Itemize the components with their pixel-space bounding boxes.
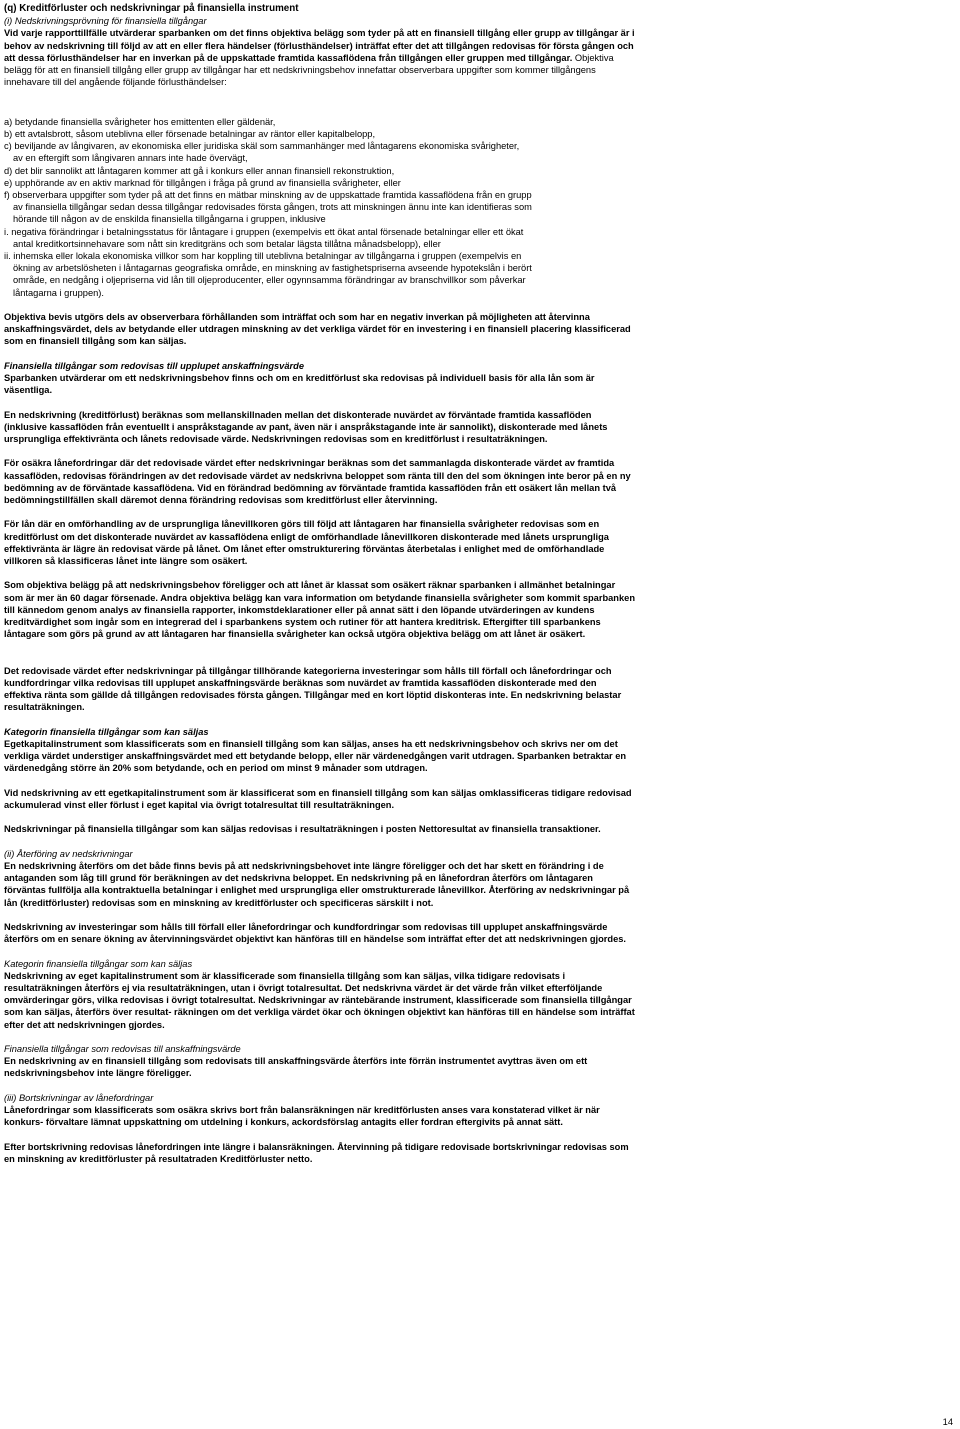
heading-amortised-cost: Finansiella tillgångar som redovisas till upplupet anskaffningsvärde <box>4 360 304 371</box>
list-item-b: b) ett avtalsbrott, såsom uteblivna eller försenade betalningar av räntor eller kapitalbelopp, <box>4 129 376 140</box>
paragraph-doubtful-loans: För osäkra lånefordringar där det redovisade värdet efter nedskrivningar beräknas som det sammanlagda diskonterade värdet av framtida kassaflöden, redovisas förändringen av det redovisade värdet av nedskrivna beloppet som ränta till den del som ökningen inte beror på en ny bedömning av de förväntade kassaflödena. Vid en förändrad bedömning av förväntade framtida kassaflöden från ett osäkert lån mellan två bedömningstillfällen skall däremot denna förändring redovisas som kreditförlust eller återvinning. <box>4 458 631 506</box>
paragraph-available-for-sale-2: Nedskrivning av eget kapitalinstrument som är klassificerade som finansiella tillgång som kan säljas, vilka tidigare redovisats i resultaträkningen återförs ej via resultaträkningen, utan i övrigt totalresultat. Det nedskrivna värdet är det värde från vilket efterföljande omvärderingar görs, vilka redovisas i övrigt totalresultat. Nedskrivningar av räntebärande instrument, klassificerade som finansiella tillgångar som kan säljas, återförs över resultat- räkningen om det verkliga värdet ökar och ökningen objektivt kan hänföras till en händelse som inträffat efter det att nedskrivningen gjordes. <box>4 970 635 1030</box>
document-body <box>4 3 636 1165</box>
paragraph-available-for-sale: Egetkapitalinstrument som klassificerats som en finansiell tillgång som kan säljas, anses ha ett nedskrivningsbehov och skrivs ner om det verkliga värdet understiger anskaffningsvärdet med ett betydande belopp, eller när värdenedgången varit utdragen. Sparbanken betraktar en värdenedgång större än 20% som betydande, och en period om minst 9 månader som utdragen. <box>4 739 627 774</box>
paragraph-intro-b: Objektiva belägg för att en finansiell tillgång eller grupp av tillgångar har ett nedskrivningsbehov innefattar observerbara uppgifter som kommer tillgångens innehavare till del angående följande förlusthändelser: <box>4 52 614 88</box>
paragraph-carrying-value: Det redovisade värdet efter nedskrivningar på tillgångar tillhörande kategorierna investeringar som hålls till förfall och lånefordringar och kundfordringar vilka redovisas till upplupet anskaffningsvärde beräknas som nuvärdet av framtida kassaflöden diskonterade med den effektiva ränta som gällde då tillgången redovisades första gången. Tillgångar med en kort löptid diskonteras inte. En nedskrivning belastar resultaträkningen. <box>4 665 622 713</box>
list-item-f-cont: av finansiella tillgångar sedan dessa tillgångar redovisades första gången, trots att minskningen ännu inte kan identifieras som <box>13 202 532 213</box>
heading-cost: Finansiella tillgångar som redovisas till anskaffningsvärde <box>4 1044 241 1055</box>
list-item-ii-cont3: låntagarna i gruppen). <box>13 287 104 298</box>
paragraph-intro: Vid varje rapporttillfälle utvärderar sparbanken om det finns objektiva belägg som tyder på att en finansiell tillgång eller grupp av tillgångar är i behov av nedskrivning till följd av att en eller flera händelser (förlusthändelser) inträffat efter det att tillgången redovisas för första gången och att dessa förlusthändelser har en inverkan på de uppskattade framtida kassaflödena från tillgången eller gruppen med tillgångar. Objektiva belägg för att en finansiell tillgång eller grupp av tillgångar har ett nedskrivningsbehov innefattar observerbara uppgifter som kommer tillgångens innehavare till del angående följande förlusthändelser: <box>4 28 635 88</box>
list-item-i-cont: antal kreditkortsinnehavare som nått sin kreditgräns och som betalar lägsta tillåtna månadsbelopp), eller <box>13 238 441 249</box>
list-item-e: e) upphörande av en aktiv marknad för tillgången i fråga på grund av finansiella svårigheter, eller <box>4 177 401 188</box>
list-item-c-cont: av en eftergift som långivaren annars inte hade övervägt, <box>13 153 248 164</box>
list-item-ii-cont: ökning av arbetslösheten i låntagarnas geografiska område, en minskning av fastighetspriserna avseende hypotekslån i berört <box>13 263 532 274</box>
paragraph-objective-evidence-loans: Som objektiva belägg på att nedskrivningsbehov föreligger och att lånet är klassat som osäkert räknar sparbanken i allmänhet betalningar som är mer än 60 dagar försenade. Andra objektiva belägg kan vara information om betydande finansiella svårigheter som kommit sparbanken till kännedom genom analys av finansiella rapporter, inkomstdeklarationer eller på annat sätt i den löpande utvärderingen av kundens kreditvärdighet som ingår som en integrerad del i sparbankens system och rutiner för att hantera kreditrisk. Eftergifter till sparbankens låntagare som görs på grund av att låntagaren har finansiella svårigheter kan också utgöra objektiva belägg om att lånet är osäkert. <box>4 580 636 640</box>
paragraph-cost: En nedskrivning av en finansiell tillgång som redovisats till anskaffningsvärde återförs inte förrän instrumentet avyttras även om ett nedskrivningsbehov inte längre föreligger. <box>4 1056 588 1079</box>
subheading-reversal: (ii) Återföring av nedskrivningar <box>4 848 133 859</box>
paragraph-held-to-maturity: Nedskrivning av investeringar som hålls till förfall eller lånefordringar och kundfordringar som redovisas till upplupet anskaffningsvärde återförs om en senare ökning av återvinningsvärdet objektivt kan hänföras till en händelse som inträffat efter det att nedskrivningen gjordes. <box>4 922 627 945</box>
paragraph-equity-instrument: Vid nedskrivning av ett egetkapitalinstrument som är klassificerat som en finansiell tillgång som kan säljas omklassificeras tidigare redovisad ackumulerad vinst eller förlust i eget kapital via övrigt totalresultat till resultaträkningen. <box>4 787 632 811</box>
subheading-impairment-test: (i) Nedskrivningsprövning för finansiella tillgångar <box>4 16 207 27</box>
paragraph-renegotiation: För lån där en omförhandling av de ursprungliga lånevillkoren görs till följd att låntagaren har finansiella svårigheter redovisas som en kreditförlust om det diskonterade nuvärdet av kassaflödena enligt de omförhandlade lånevillkoren diskonterade med lånets ursprungliga effektivränta är lägre än redovisat värde på lånet. Om lånet efter omstrukturering förväntas återbetalas i enlighet med de omförhandlade villkoren så klassificeras lånet inte längre som osäkert. <box>4 519 609 567</box>
page-number: 14 <box>942 1417 953 1427</box>
paragraph-after-write-off: Efter bortskrivning redovisas lånefordringen inte längre i balansräkningen. Återvinning på tidigare redovisade bortskrivningar redovisas som en minskning av kreditförluster på resultatraden Kreditförluster netto. <box>4 1141 629 1164</box>
paragraph-amortised-cost: Sparbanken utvärderar om ett nedskrivningsbehov finns och om en kreditförlust ska redovisas på individuell basis för alla lån som är väsentliga. <box>4 373 595 396</box>
list-item-f: f) observerbara uppgifter som tyder på att det finns en mätbar minskning av de uppskattade framtida kassaflödena från en grupp <box>4 190 532 201</box>
paragraph-write-offs: Lånefordringar som klassificerats som osäkra skrivs bort från balansräkningen när kreditförlusten anses vara konstaterad vilket är när konkurs- förvaltare lämnat uppskattning om utdelning i konkurs, ackordsförslag antagits eller fordran eftergivits på annat sätt. <box>4 1105 600 1128</box>
paragraph-impairment-calc: En nedskrivning (kreditförlust) beräknas som mellanskillnaden mellan det diskonterade nuvärdet av förväntade framtida kassaflöden (inklusive kassaflöden från eventuellt i anspråkstagande av pant, även när i anspråkstagande inte är sannolikt), diskonterade med lånets ursprungliga effektivränta och lånets redovisade värde. Nedskrivningen redovisas som en kreditförlust i resultaträkningen. <box>4 409 608 445</box>
paragraph-objective-evidence: Objektiva bevis utgörs dels av observerbara förhållanden som inträffat och som har en negativ inverkan på möjligheten att återvinna anskaffningsvärdet, dels av betydande eller utdragen minskning av det verkliga värdet för en investering i en finansiell placering klassificerad som en finansiell tillgång som kan säljas. <box>4 312 631 347</box>
list-item-f-cont2: hörande till någon av de enskilda finansiella tillgångarna i gruppen, inklusive <box>13 214 326 225</box>
list-item-c: c) beviljande av långivaren, av ekonomiska eller juridiska skäl som sammanhänger med låntagarens ekonomiska svårigheter, <box>4 141 520 152</box>
list-item-a: a) betydande finansiella svårigheter hos emittenten eller gäldenär, <box>4 116 276 127</box>
heading-available-for-sale: Kategorin finansiella tillgångar som kan säljas <box>4 726 209 737</box>
list-item-ii-cont2: område, en nedgång i oljepriserna vid lån till oljeproducenter, eller ogynnsamma förändringar av branschvillkor som påverkar <box>13 275 526 286</box>
heading-available-for-sale-2: Kategorin finansiella tillgångar som kan säljas <box>4 958 193 969</box>
subheading-write-offs: (iii) Bortskrivningar av lånefordringar <box>4 1092 154 1103</box>
list-item-ii: ii. inhemska eller lokala ekonomiska villkor som har koppling till uteblivna betalningar av tillgångarna i gruppen (exempelvis en <box>4 251 522 262</box>
section-title: (q) Kreditförluster och nedskrivningar på finansiella instrument <box>4 3 299 14</box>
paragraph-reversal: En nedskrivning återförs om det både finns bevis på att nedskrivningsbehovet inte längre föreligger och det har skett en förändring i de antaganden som låg till grund för beräkningen av det nedskrivna beloppet. En nedskrivning på en lånefordran återförs om låntagaren förväntas fullfölja alla kontraktuella betalningar i enlighet med ursprungliga eller omstrukturerade lånevillkor. Återföring av nedskrivningar på lån (kreditförluster) redovisas som en minskning av kreditförluster och specificeras särskilt i not. <box>4 861 630 908</box>
list-item-i: i. negativa förändringar i betalningsstatus för låntagare i gruppen (exempelvis ett ökat antal försenade betalningar eller ett ökat <box>4 226 524 237</box>
paragraph-net-result: Nedskrivningar på finansiella tillgångar som kan säljas redovisas i resultaträkningen i posten Nettoresultat av finansiella transaktioner. <box>4 824 601 835</box>
list-item-d: d) det blir sannolikt att låntagaren kommer att gå i konkurs eller annan finansiell rekonstruktion, <box>4 165 395 176</box>
